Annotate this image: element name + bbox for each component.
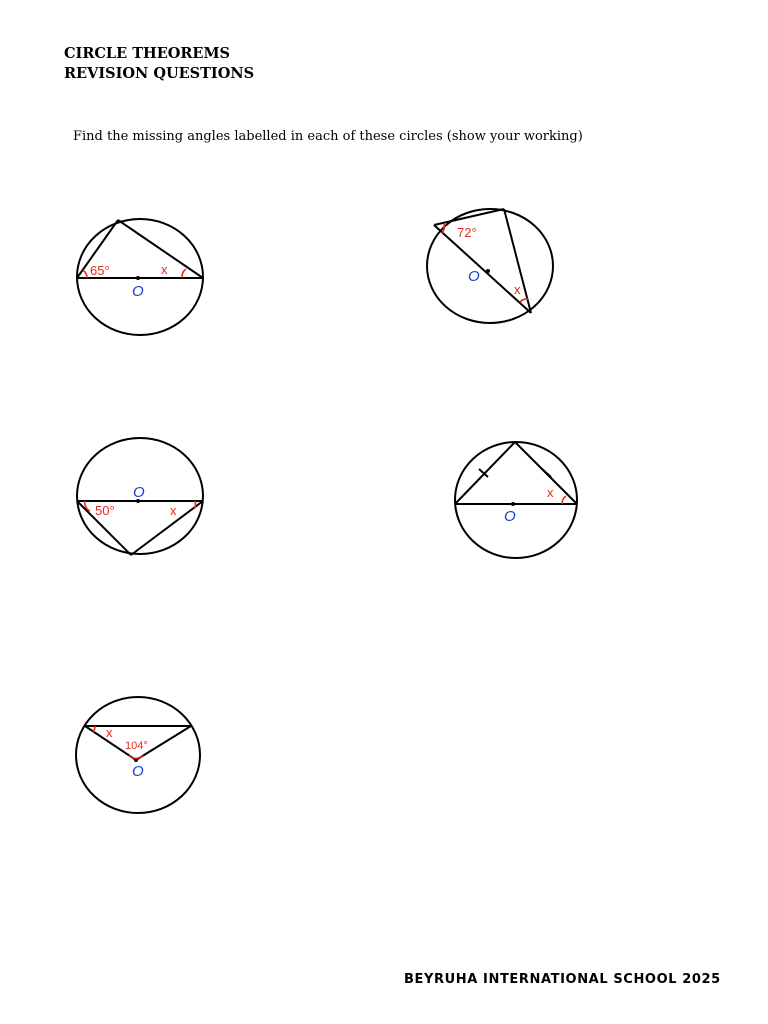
- fig1-centre-label: O: [132, 283, 144, 300]
- fig5-centre-label: O: [132, 763, 144, 780]
- circle-figure-1: [74, 215, 206, 337]
- fig4-unknown-x: x: [547, 485, 554, 500]
- circle-figure-2: [426, 204, 556, 328]
- fig5-given-angle: 104°: [125, 740, 148, 752]
- fig1-unknown-x: x: [161, 262, 168, 277]
- instruction-text: Find the missing angles labelled in each of these circles (show your working): [73, 129, 583, 144]
- circle-figure-4: [452, 439, 580, 561]
- title-line-1: CIRCLE THEOREMS: [64, 45, 231, 62]
- title-line-2: REVISION QUESTIONS: [64, 65, 255, 82]
- fig5-unknown-x: x: [106, 725, 113, 740]
- fig2-centre-label: O: [468, 268, 480, 285]
- worksheet-title: [64, 44, 254, 84]
- fig3-centre-label: O: [133, 484, 145, 501]
- fig2-unknown-x: x: [514, 282, 521, 297]
- circle-figure-5: [74, 694, 204, 816]
- fig3-unknown-x: x: [170, 503, 177, 518]
- school-footer: BEYRUHA INTERNATIONAL SCHOOL 2025: [404, 972, 721, 987]
- fig4-centre-label: O: [504, 508, 516, 525]
- fig1-given-angle: 65°: [90, 263, 110, 278]
- fig2-given-angle: 72°: [457, 225, 477, 240]
- circle-figure-3: [74, 435, 206, 559]
- fig3-given-angle: 50°: [95, 503, 115, 518]
